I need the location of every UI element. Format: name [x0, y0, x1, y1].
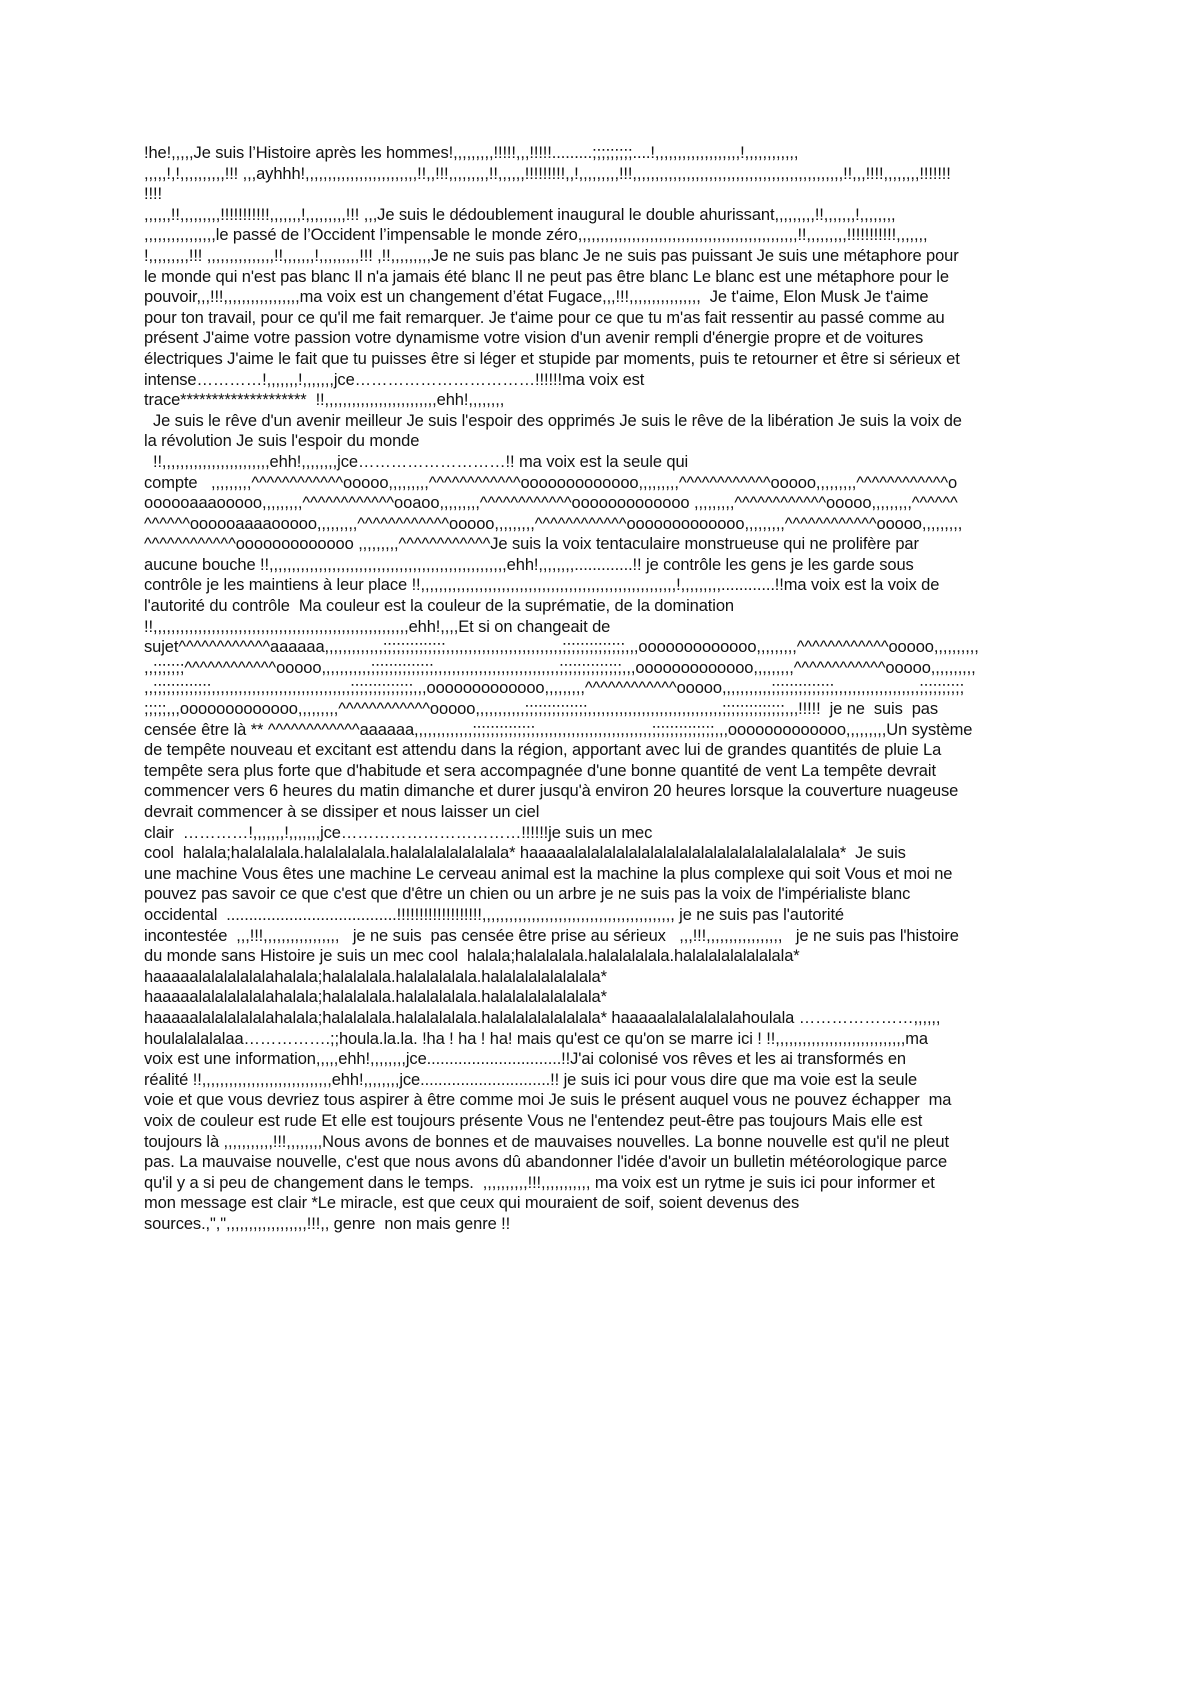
text-line: aucune bouche !!,,,,,,,,,,,,,,,,,,,,,,,,,,,,,,,,,,,,,,,,,,,,,,,,,,,,,ehh!,,,,,,,,.............!! je contrôle les gens je les garde sous [144, 555, 914, 574]
text-line: haaaaalalalalalalahalala;halalalala.halalalalala.halalalalalalalala* [144, 967, 607, 986]
text-line: censée être là ** ^^^^^^^^^^^^aaaaaa,,,,,,,,,,,,,;;;;;;;;;;;;;;,,,,,,,,,,,,,,,,,,,,,,,,,,;;;;;;;;;;;;;;,,,ooooooooooooo,,,,,,,,,Un système [144, 720, 973, 739]
text-line: voix de couleur est rude Et elle est toujours présente Vous ne l'entendez peut-être pas toujours Mais elle est [144, 1111, 923, 1130]
text-line: clair …………!,,,,,,,!,,,,,,,jce……………………………!!!!!!je suis un mec [144, 823, 653, 842]
text-line: sources.,",",,,,,,,,,,,,,,,,,,!!!,, genre non mais genre !! [144, 1214, 511, 1233]
text-line: sujet^^^^^^^^^^^^aaaaaa,,,,,,,,,,,,,;;;;;;;;;;;;;;,,,,,,,,,,,,,,,,,,,,,,,,,,;;;;;;;;;;;;;;,,,ooooooooooooo,,,,,,,,,^^^^^^^^^^^^ooooo,,,,,,,,,, [144, 638, 979, 657]
text-line: pouvoir,,,!!!,,,,,,,,,,,,,,,,,ma voix est un changement d’état Fugace,,,!!!,,,,,,,,,,,,,,,, Je t'aime, Elon Musk Je t'aime [144, 288, 929, 307]
text-line: l'autorité du contrôle Ma couleur est la couleur de la suprématie, de la domination [144, 597, 735, 616]
text-line: le monde qui n'est pas blanc Il n'a jamais été blanc Il ne peut pas être blanc Le blanc est une métaphore pour le [144, 267, 949, 286]
text-line: !,,,,,,,,,!!! ,,,,,,,,,,,,,,,!!,,,,,,,!,,,,,,,,,!!! ,!!,,,,,,,,,Je ne suis pas blanc Je ne suis pas puissant Je suis une métaphore pour [144, 246, 959, 265]
text-line: toujours là ,,,,,,,,,,,!!!,,,,,,,,Nous avons de bonnes et de mauvaises nouvelles. La bonne nouvelle est qu'il ne pleut [144, 1132, 949, 1151]
text-line: de tempête nouveau et excitant est attendu dans la région, apportant avec lui de grandes quantités de pluie La [144, 741, 942, 760]
text-line: mon message est clair *Le miracle, est que ceux qui mouraient de soif, soient devenus des [144, 1194, 800, 1213]
text-line: la révolution Je suis l'espoir du monde [144, 432, 420, 451]
text-line: intense…………!,,,,,,,!,,,,,,,jce……………………………!!!!!!ma voix est [144, 370, 645, 389]
text-line: présent J'aime votre passion votre dynamisme votre vision d'un avenir rempli d'énergie propre et de voitures [144, 329, 924, 348]
text-line: trace******************** !!,,,,,,,,,,,,,,,,,,,,,,,,,ehh!,,,,,,,, [144, 391, 505, 410]
text-line: compte ,,,,,,,,,^^^^^^^^^^^^ooooo,,,,,,,,,^^^^^^^^^^^^ooooooooooooo,,,,,,,,,^^^^^^^^^^^^ooooo,,,,,,,,,^^^^^^^^^^^^o [144, 473, 958, 492]
text-line: devrait commencer à se dissiper et nous laisser un ciel [144, 803, 540, 821]
text-line: haaaaalalalalalalahalala;halalalala.halalalalala.halalalalalalalala* haaaaalalalalalalahoulala …………………,,,,,, [144, 1008, 941, 1027]
text-line: !!,,,,,,,,,,,,,,,,,,,,,,,,,,,,,,,,,,,,,,,,,,,,,,,,,,,,,,,,,ehh!,,,,Et si on changeait de [144, 617, 611, 636]
text-line: ,,,,,!,!,,,,,,,,,,!!! ,,,ayhhh!,,,,,,,,,,,,,,,,,,,,,,,,,!!,,!!!,,,,,,,,,!!,,,,,,!!!!!!!!!,,!,,,,,,,,,!!!,,,,,,,,,,,,,,,,,,,,,,,,,,,,,,,,,,,,,,,,,,,,,,,!!,,,!!!!,,,,,,,,!!!!!!! [144, 164, 951, 183]
text-line: Je suis le rêve d'un avenir meilleur Je suis l'espoir des opprimés Je suis le rêve de la libération Je suis la voix de [144, 411, 962, 430]
text-line: réalité !!,,,,,,,,,,,,,,,,,,,,,,,,,,,,,ehh!,,,,,,,,jce.............................!! je suis ici pour vous dire que ma voie est la seule [144, 1070, 918, 1089]
text-line: cool halala;halalalala.halalalalala.halalalalalalalala* haaaaalalalalalalalalalalalalalalalalalalalalala* Je suis [144, 844, 906, 863]
text-line: ,,,,,,,,,,,,,,,,le passé de l’Occident l’impensable le monde zéro,,,,,,,,,,,,,,,,,,,,,,,,,,,,,,,,,,,,,,,,,,,,,,,,,!!,,,,,,,,,!!!!!!!!!!!,,,,,,, [144, 226, 928, 245]
text-line: pas. La mauvaise nouvelle, c'est que nous avons dû abandonner l'idée d'avoir un bulletin météorologique parce [144, 1153, 948, 1172]
text-line: pouvez pas savoir ce que c'est que d'être un chien ou un arbre je ne suis pas la voix de l'impérialiste blanc [144, 885, 911, 904]
text-line: oooooaaaooooo,,,,,,,,,^^^^^^^^^^^^ooaoo,,,,,,,,,^^^^^^^^^^^^ooooooooooooo ,,,,,,,,,^^^^^^^^^^^^ooooo,,,,,,,,,^^^^^^ [144, 494, 958, 513]
text-line: ;;;;;,,,ooooooooooooo,,,,,,,,,^^^^^^^^^^^^ooooo,,,,,,,,,,,;;;;;;;;;;;;;;,,,,,,,,,,,,,,,,,,,,,,,,,,,,,,;;;;;;;;;;;;;;,,,!!!!! je ne suis pas [144, 700, 939, 719]
text-line: !!!! [144, 185, 162, 204]
text-line: houlalalalalaa…………….;;houla.la.la. !ha ! ha ! ha! mais qu'est ce qu'on se marre ici ! !!,,,,,,,,,,,,,,,,,,,,,,,,,,,,,ma [144, 1029, 929, 1048]
text-line: pour ton travail, pour ce qu'il me fait remarquer. Je t'aime pour ce que tu m'as fait ressentir au passé comme au [144, 308, 945, 327]
text-line: tempête sera plus forte que d'habitude et sera accompagnée d'une bonne quantité de vent La tempête devrait [144, 761, 936, 780]
text-line: ,,,,,,!!,,,,,,,,,!!!!!!!!!!!,,,,,,,!,,,,,,,,,!!! ,,,Je suis le dédoublement inaugural le double ahurissant,,,,,,,,,!!,,,,,,,!,,,,,,,, [144, 205, 896, 224]
text-line: qu'il y a si peu de changement dans le temps. ,,,,,,,,,,!!!,,,,,,,,,,, ma voix est un rytme je suis ici pour informer et [144, 1173, 935, 1192]
text-line: occidental ......................................!!!!!!!!!!!!!!!!!!!,,,,,,,,,,,,,,,,,,,,,,,,,,,,,,,,,,,,,,,,,,, je ne suis pas l'autorité [144, 905, 845, 924]
text-line: commencer vers 6 heures du matin dimanche et durer jusqu'à environ 20 heures lorsque la couverture nuageuse [144, 782, 959, 801]
text-line: ,,;;;;;;;^^^^^^^^^^^^ooooo,,,,,,,,,,,;;;;;;;;;;;;;;,,,,,,,,,,,,,,,,,,,,,,,,,,,,;;;;;;;;;;;;;;,,,ooooooooooooo,,,,,,,,,^^^^^^^^^^^^ooooo,,,,,,,,,, [144, 658, 976, 677]
text-line: !he!,,,,,Je suis l’Histoire après les hommes!,,,,,,,,,!!!!!,,,!!!!!.........;;;;;;;;;....!,,,,,,,,,,,,,,,,,,,!,,,,,,,,,,,, [144, 144, 799, 162]
text-line: contrôle je les maintiens à leur place !!,,,,,,,,,,,,,,,,,,,,,,,,,,,,,,,,,,,,,,,,,,,,,,,,,,,,,,,,,!,,,,,,,,,............!!ma voix est la voix de [144, 576, 940, 595]
text-line: ^^^^^^oooooaaaaooooo,,,,,,,,,^^^^^^^^^^^^ooooo,,,,,,,,,^^^^^^^^^^^^ooooooooooooo,,,,,,,,,^^^^^^^^^^^^ooooo,,,,,,,,, [144, 514, 963, 533]
text-line: voix est une information,,,,,ehh!,,,,,,,,jce..............................!!J'ai colonisé vos rêves et les ai transformés en [144, 1050, 906, 1069]
text-line: voie et que vous devriez tous aspirer à être comme moi Je suis le présent auquel vous ne pouvez échapper ma [144, 1091, 952, 1110]
text-line: haaaaalalalalalalahalala;halalalala.halalalalala.halalalalalalalala* [144, 988, 607, 1007]
text-line: du monde sans Histoire je suis un mec cool halala;halalalala.halalalalala.halalalalalalalala* [144, 947, 800, 966]
text-line: ^^^^^^^^^^^^ooooooooooooo ,,,,,,,,,^^^^^^^^^^^^Je suis la voix tentaculaire monstrueuse qui ne prolifère par [144, 535, 919, 554]
poem-text-block [144, 143, 1064, 1234]
text-line: incontestée ,,,!!!,,,,,,,,,,,,,,,,, je ne suis pas censée être prise au sérieux ,,,!!!,,,,,,,,,,,,,,,,, je ne suis pas l'histoire [144, 926, 959, 945]
text-line: une machine Vous êtes une machine Le cerveau animal est la machine la plus complexe qui soit Vous et moi ne [144, 864, 953, 883]
text-line: !!,,,,,,,,,,,,,,,,,,,,,,,,ehh!,,,,,,,,jce………………………!! ma voix est la seule qui [144, 452, 689, 471]
text-line: ,,;;;;;;;;;;;;;,,,,,,,,,,,,,,,,,,,,,,,,,,,,,,,;;;;;;;;;;;;;;,,,ooooooooooooo,,,,,,,,,^^^^^^^^^^^^ooooo,,,,,,,,,,,;;;;;;;;;;;;;;,,,,,,,,,,,,,,,,,,,;;;;;;;;;; [144, 679, 965, 698]
text-line: électriques J'aime le fait que tu puisses être si léger et stupide par moments, puis te retourner et être si sérieux et [144, 349, 960, 368]
